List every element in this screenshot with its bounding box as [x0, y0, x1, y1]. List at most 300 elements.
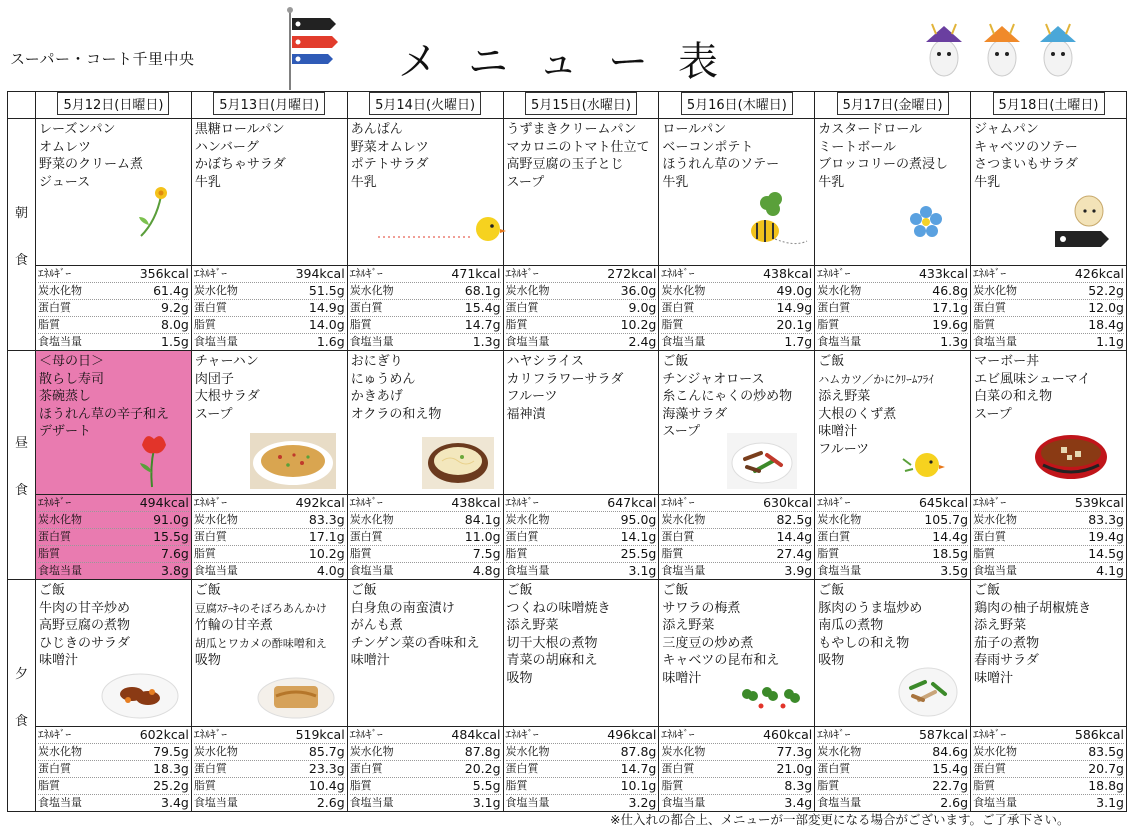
dish-list [815, 351, 970, 459]
nutrient-label: 食塩当量 [505, 335, 550, 348]
dish-cell [191, 580, 347, 727]
dish-cell [347, 119, 503, 266]
nutrient-label: 蛋白質 [817, 530, 851, 543]
dish-item: エビ風味シューマイ [974, 371, 1091, 387]
chick-illustration [378, 207, 508, 247]
nutrient-value: 27.4g [776, 546, 813, 561]
dish-list [659, 119, 814, 191]
nutrient-label: 炭水化物 [817, 513, 862, 526]
dish-item: ＜母の日＞ [39, 354, 105, 369]
nutrition-row [506, 495, 657, 512]
nutrition-row [817, 495, 968, 512]
nutrition-cell [503, 495, 659, 580]
dish-list [971, 119, 1126, 191]
nutrient-label: 脂質 [973, 318, 996, 331]
nutrient-label: ｴﾈﾙｷﾞｰ [349, 267, 383, 280]
stir-fry-photo [727, 433, 797, 489]
nutrient-label: 脂質 [193, 547, 216, 560]
dish-item: 添え野菜 [662, 618, 715, 634]
nutrient-value: 22.7g [932, 778, 969, 793]
nutrient-value: 438kcal [763, 266, 813, 281]
nutrient-value: 20.1g [776, 317, 813, 332]
dish-item: スープ [194, 406, 233, 422]
nutrient-value: 587kcal [918, 727, 969, 742]
nutrient-label: 蛋白質 [349, 762, 383, 775]
dish-item: 茄子の煮物 [974, 635, 1040, 651]
nutrient-label: 食塩当量 [38, 335, 82, 348]
nutrient-value: 15.4g [932, 761, 969, 776]
dish-item: 高野豆腐の玉子とじ [506, 157, 624, 173]
dish-item: 吸物 [194, 653, 221, 669]
nutrition-list [348, 495, 503, 579]
nutrition-cell [347, 266, 503, 351]
nutrition-row [38, 727, 189, 744]
dish-item: 白身魚の南蛮漬け [350, 600, 455, 616]
nutrition-cell [815, 266, 971, 351]
nutrient-value: 4.8g [472, 563, 501, 578]
dish-item: 切干大根の煮物 [506, 635, 598, 651]
dish-item: ご飯 [506, 583, 533, 598]
dish-item: もやしの和え物 [818, 635, 910, 651]
nutrition-row [38, 778, 189, 795]
nutrient-value: 12.0g [1088, 300, 1124, 315]
nutrient-value: 1.1g [1096, 334, 1124, 349]
nutrient-value: 20.7g [1088, 761, 1124, 776]
nutrient-value: 77.3g [776, 744, 813, 759]
nutrition-row [817, 546, 968, 563]
dish-item: ベーコンポテト [662, 139, 754, 155]
nutrition-row [661, 512, 812, 529]
nutrient-value: 645kcal [918, 495, 969, 510]
nutrition-row [350, 334, 501, 350]
dish-item: オムレツ [39, 139, 92, 155]
nutrient-label: 脂質 [38, 779, 60, 792]
nutrient-label: 蛋白質 [505, 301, 539, 314]
dish-item: キャベツのソテー [974, 139, 1078, 155]
nutrition-row [817, 795, 968, 811]
dish-item: 高野豆腐の煮物 [39, 618, 131, 634]
dish-item: 野菜オムレツ [350, 139, 429, 155]
nutrient-label: 炭水化物 [38, 284, 82, 297]
nutrient-value: 91.0g [153, 512, 189, 527]
nutrient-label: 炭水化物 [505, 745, 550, 758]
nutrition-row [38, 744, 189, 761]
nutrient-label: ｴﾈﾙｷﾞｰ [193, 728, 227, 741]
lunch-nutrition-row [8, 495, 1127, 580]
nutrient-value: 17.1g [932, 300, 969, 315]
nutrient-label: 食塩当量 [193, 564, 238, 577]
dish-item: 添え野菜 [974, 618, 1027, 634]
nutrient-value: 2.4g [628, 334, 657, 349]
nutrient-label: 食塩当量 [817, 564, 862, 577]
nutrient-label: ｴﾈﾙｷﾞｰ [505, 267, 539, 280]
nutrient-value: 82.5g [776, 512, 813, 527]
nutrient-value: 9.0g [628, 300, 657, 315]
nutrient-label: 脂質 [505, 779, 528, 792]
nutrition-row [350, 727, 501, 744]
meal-label-dinner: 夕 食 [8, 580, 36, 812]
nutrition-row [817, 727, 968, 744]
dish-item: フルーツ [506, 389, 558, 405]
nutrient-value: 3.9g [784, 563, 813, 578]
dish-cell [347, 580, 503, 727]
nutrient-label: ｴﾈﾙｷﾞｰ [505, 728, 539, 741]
dish-list [971, 580, 1126, 688]
nutrition-row [350, 744, 501, 761]
dinner-nutrition-row [8, 727, 1127, 812]
nutrient-value: 15.5g [153, 529, 189, 544]
nutrition-cell [347, 495, 503, 580]
fried-rice-photo [250, 433, 336, 489]
nutrient-value: 1.7g [784, 334, 813, 349]
date-header: 5月18日(土曜日) [971, 92, 1127, 119]
nutrition-row [661, 546, 812, 563]
nutrition-list [36, 495, 191, 579]
nutrition-cell [191, 727, 347, 812]
nutrition-row [350, 761, 501, 778]
nutrient-label: 食塩当量 [349, 796, 394, 809]
nutrient-label: 脂質 [973, 547, 996, 560]
nutrition-row [38, 563, 189, 579]
nutrient-value: 84.6g [932, 744, 969, 759]
breakfast-nutrition-row [8, 266, 1127, 351]
nutrient-label: ｴﾈﾙｷﾞｰ [661, 496, 695, 509]
nutrient-label: 炭水化物 [973, 513, 1018, 526]
nutrient-label: ｴﾈﾙｷﾞｰ [38, 496, 71, 509]
dish-item: 青菜の胡麻和え [506, 653, 598, 669]
nutrient-value: 14.7g [620, 761, 657, 776]
nutrient-value: 21.0g [776, 761, 813, 776]
date-header: 5月15日(水曜日) [503, 92, 659, 119]
nutrition-row [194, 495, 345, 512]
nutrient-label: 炭水化物 [193, 284, 238, 297]
nutrient-value: 79.5g [153, 744, 189, 759]
nutrient-label: 脂質 [193, 318, 216, 331]
nutrition-row [661, 300, 812, 317]
facility-name: スーパー・コート千里中央 [10, 50, 195, 68]
nutrition-list [815, 266, 970, 350]
dish-item: ほうれん草の辛子和え [39, 406, 170, 422]
nutrient-label: ｴﾈﾙｷﾞｰ [38, 267, 71, 280]
nutrition-row [506, 283, 657, 300]
dish-item: レーズンパン [39, 122, 116, 137]
nutrient-value: 3.1g [1096, 795, 1124, 810]
nutrition-row [973, 512, 1124, 529]
nutrient-value: 14.9g [776, 300, 813, 315]
nutrient-label: 脂質 [505, 318, 528, 331]
nutrition-row [817, 317, 968, 334]
nutrient-value: 10.1g [620, 778, 657, 793]
nutrient-value: 4.1g [1096, 563, 1124, 578]
nutrient-label: 食塩当量 [817, 335, 862, 348]
nutrition-row [350, 529, 501, 546]
nutrient-label: 食塩当量 [349, 564, 394, 577]
nutrient-label: 炭水化物 [817, 284, 862, 297]
nutrition-row [194, 300, 345, 317]
nutrient-label: 蛋白質 [349, 301, 383, 314]
beef-stirfry-photo [100, 670, 180, 720]
nutrition-row [973, 761, 1124, 778]
nutrient-label: ｴﾈﾙｷﾞｰ [817, 267, 851, 280]
dish-item: 大根のくず煮 [818, 406, 897, 422]
dish-list [971, 351, 1126, 423]
dish-item: かきあげ [350, 389, 403, 405]
nutrition-cell [36, 495, 192, 580]
nutrient-value: 602kcal [139, 727, 189, 742]
nutrient-value: 3.4g [784, 795, 813, 810]
nutrient-label: ｴﾈﾙｷﾞｰ [38, 728, 71, 741]
nutrition-list [971, 495, 1126, 579]
nutrition-cell [36, 727, 192, 812]
nutrient-value: 3.8g [161, 563, 189, 578]
nutrition-row [38, 512, 189, 529]
nutrition-row [194, 795, 345, 811]
dish-item: オクラの和え物 [350, 406, 442, 422]
nutrient-value: 10.2g [308, 546, 345, 561]
meal-label-breakfast: 朝 食 [8, 119, 36, 351]
nutrition-list [192, 495, 347, 579]
nutrient-value: 1.3g [940, 334, 969, 349]
nutrient-label: 脂質 [817, 318, 840, 331]
dish-item: ジャムパン [974, 122, 1039, 137]
nutrition-row [973, 300, 1124, 317]
dish-item: 添え野菜 [818, 389, 871, 405]
nutrition-list [504, 266, 659, 350]
nutrient-value: 14.1g [620, 529, 657, 544]
nutrient-value: 14.4g [932, 529, 969, 544]
nutrition-row [973, 283, 1124, 300]
nutrition-row [661, 744, 812, 761]
nutrition-list [971, 266, 1126, 350]
nutrient-label: 食塩当量 [349, 335, 394, 348]
nutrition-row [506, 761, 657, 778]
dish-item: スープ [974, 406, 1012, 422]
nutrient-value: 438kcal [451, 495, 501, 510]
dish-item: チンゲン菜の香味和え [350, 635, 480, 651]
nutrient-value: 3.1g [472, 795, 501, 810]
dish-list [36, 580, 191, 670]
nutrition-row [38, 761, 189, 778]
nutrient-value: 460kcal [763, 727, 813, 742]
dish-item: つくねの味噌焼き [506, 600, 611, 616]
nutrition-cell [191, 266, 347, 351]
nutrient-value: 471kcal [451, 266, 501, 281]
dish-item: ご飯 [818, 583, 845, 598]
dish-item: 豆腐ｽﾃｰｷのそぼろあんかけ [194, 601, 327, 615]
nutrition-row [973, 529, 1124, 546]
nutrient-label: ｴﾈﾙｷﾞｰ [661, 267, 695, 280]
dish-cell [659, 351, 815, 495]
nutrient-label: 食塩当量 [973, 564, 1018, 577]
nutrition-cell [659, 727, 815, 812]
nutrition-row [661, 795, 812, 811]
nutrition-row [506, 266, 657, 283]
nutrient-label: 脂質 [193, 779, 216, 792]
nutrient-label: 蛋白質 [973, 301, 1007, 314]
dish-item: 牛肉の甘辛炒め [39, 600, 131, 616]
breakfast-dishes-row [8, 119, 1127, 266]
nutrient-label: 炭水化物 [193, 745, 238, 758]
nutrient-label: 炭水化物 [661, 745, 706, 758]
nutrition-cell [971, 495, 1127, 580]
dish-item: ご飯 [662, 354, 689, 369]
dish-list [192, 580, 347, 670]
nutrition-list [815, 727, 970, 811]
nutrient-value: 3.2g [628, 795, 657, 810]
nutrition-row [38, 334, 189, 350]
nutrition-row [350, 266, 501, 283]
dish-cell [191, 119, 347, 266]
dish-item: にゅうめん [350, 371, 416, 387]
nutrient-label: 脂質 [661, 779, 684, 792]
nutrition-cell [659, 495, 815, 580]
nutrient-label: 炭水化物 [973, 745, 1018, 758]
dish-item: デザート [39, 424, 92, 440]
nutrition-row [506, 744, 657, 761]
dish-item: ご飯 [39, 583, 66, 598]
lunch-dishes-row [8, 351, 1127, 495]
nutrient-label: ｴﾈﾙｷﾞｰ [817, 496, 851, 509]
nutrition-row [817, 529, 968, 546]
dish-item: がんも煮 [350, 618, 403, 634]
dish-list [504, 580, 659, 688]
dish-item: 牛乳 [974, 174, 1001, 190]
dish-item: 豚肉のうま塩炒め [818, 600, 923, 616]
nutrient-label: ｴﾈﾙｷﾞｰ [973, 496, 1007, 509]
nutrition-list [36, 266, 191, 350]
dish-item: 黒糖ロールパン [194, 122, 285, 137]
dish-item: ご飯 [818, 354, 845, 369]
dish-item: ジュース [39, 174, 91, 190]
nutrient-value: 494kcal [139, 495, 189, 510]
dinner-dishes-row [8, 580, 1127, 727]
nutrient-value: 7.6g [161, 546, 189, 561]
nutrient-value: 2.6g [316, 795, 345, 810]
dish-item: 白菜の和え物 [974, 389, 1053, 405]
date-header: 5月13日(月曜日) [191, 92, 347, 119]
nutrient-label: 脂質 [349, 779, 372, 792]
date-header: 5月12日(日曜日) [36, 92, 192, 119]
nutrition-cell [36, 266, 192, 351]
nutrient-label: 炭水化物 [38, 513, 82, 526]
nutrient-label: 蛋白質 [505, 762, 539, 775]
dish-item: マカロニのトマト仕立て [506, 139, 650, 155]
dish-item: 大根サラダ [194, 389, 260, 405]
nutrient-value: 3.5g [940, 563, 969, 578]
nutrition-row [973, 495, 1124, 512]
bee-clover-illustration [745, 189, 809, 249]
nutrition-row [506, 563, 657, 579]
nutrient-label: 炭水化物 [817, 745, 862, 758]
dish-item: 味噌汁 [818, 424, 858, 440]
nutrient-label: ｴﾈﾙｷﾞｰ [505, 496, 539, 509]
dish-item: 野菜のクリーム煮 [39, 157, 144, 173]
date-header-row [8, 92, 1127, 119]
nutrition-row [194, 529, 345, 546]
nutrient-value: 10.4g [308, 778, 345, 793]
nutrient-label: 炭水化物 [349, 513, 394, 526]
dish-list [36, 351, 191, 441]
nutrient-label: 蛋白質 [973, 530, 1007, 543]
nutrient-label: 食塩当量 [38, 796, 82, 809]
nutrition-row [38, 317, 189, 334]
nutrient-label: 炭水化物 [349, 284, 394, 297]
nutrient-value: 87.8g [464, 744, 501, 759]
dish-item: チンジャオロース [662, 371, 765, 387]
nutrient-label: 脂質 [661, 547, 684, 560]
nutrition-list [659, 266, 814, 350]
nutrition-cell [347, 727, 503, 812]
koinobori-illustration [282, 6, 342, 90]
nutrition-list [504, 495, 659, 579]
nutrient-label: 脂質 [817, 779, 840, 792]
nutrient-value: 356kcal [139, 266, 189, 281]
dish-item: 牛乳 [818, 174, 845, 190]
nutrient-value: 20.2g [464, 761, 501, 776]
dish-list [815, 580, 970, 670]
date-header: 5月16日(木曜日) [659, 92, 815, 119]
nutrient-label: 蛋白質 [817, 301, 851, 314]
nutrition-row [506, 778, 657, 795]
nutrient-value: 8.0g [161, 317, 189, 332]
nutrient-value: 18.3g [153, 761, 189, 776]
nutrient-label: 食塩当量 [661, 335, 706, 348]
nutrition-cell [659, 266, 815, 351]
nutrition-row [661, 495, 812, 512]
dish-item: 糸こんにゃくの炒め物 [662, 389, 793, 405]
dish-item: カリフラワーサラダ [506, 371, 624, 387]
dish-item: 福神漬 [506, 406, 546, 422]
noodle-soup-photo [422, 437, 494, 489]
nutrition-row [817, 744, 968, 761]
nutrition-row [194, 266, 345, 283]
dish-cell [659, 119, 815, 266]
nutrient-value: 4.0g [316, 563, 345, 578]
nutrition-row [350, 495, 501, 512]
dish-item: 散らし寿司 [39, 371, 105, 387]
nutrient-value: 19.4g [1088, 529, 1124, 544]
nutrient-value: 61.4g [153, 283, 189, 298]
nutrition-row [817, 334, 968, 350]
nutrition-row [350, 546, 501, 563]
nutrition-row [973, 778, 1124, 795]
dish-item: チャーハン [194, 354, 259, 369]
nutrient-value: 18.5g [932, 546, 969, 561]
nutrition-row [194, 334, 345, 350]
nutrient-value: 8.3g [784, 778, 813, 793]
nutrient-label: ｴﾈﾙｷﾞｰ [973, 728, 1007, 741]
nutrient-value: 1.6g [316, 334, 345, 349]
dish-item: 海藻サラダ [662, 406, 728, 422]
nutrient-value: 36.0g [620, 283, 657, 298]
nutrient-value: 83.3g [1088, 512, 1124, 527]
dish-item: 吸物 [818, 653, 845, 669]
nutrition-list [659, 495, 814, 579]
nutrient-label: 食塩当量 [505, 564, 550, 577]
nutrient-label: ｴﾈﾙｷﾞｰ [661, 728, 695, 741]
dish-item: ご飯 [194, 583, 221, 598]
nutrient-value: 433kcal [918, 266, 969, 281]
dish-list [659, 351, 814, 441]
clover-illustration [737, 684, 803, 714]
nutrient-label: 蛋白質 [661, 762, 695, 775]
nutrition-list [348, 727, 503, 811]
dish-cell [815, 119, 971, 266]
nutrient-label: 蛋白質 [193, 762, 227, 775]
nutrient-value: 1.5g [161, 334, 189, 349]
nutrient-label: 炭水化物 [193, 513, 238, 526]
nutrition-row [350, 563, 501, 579]
